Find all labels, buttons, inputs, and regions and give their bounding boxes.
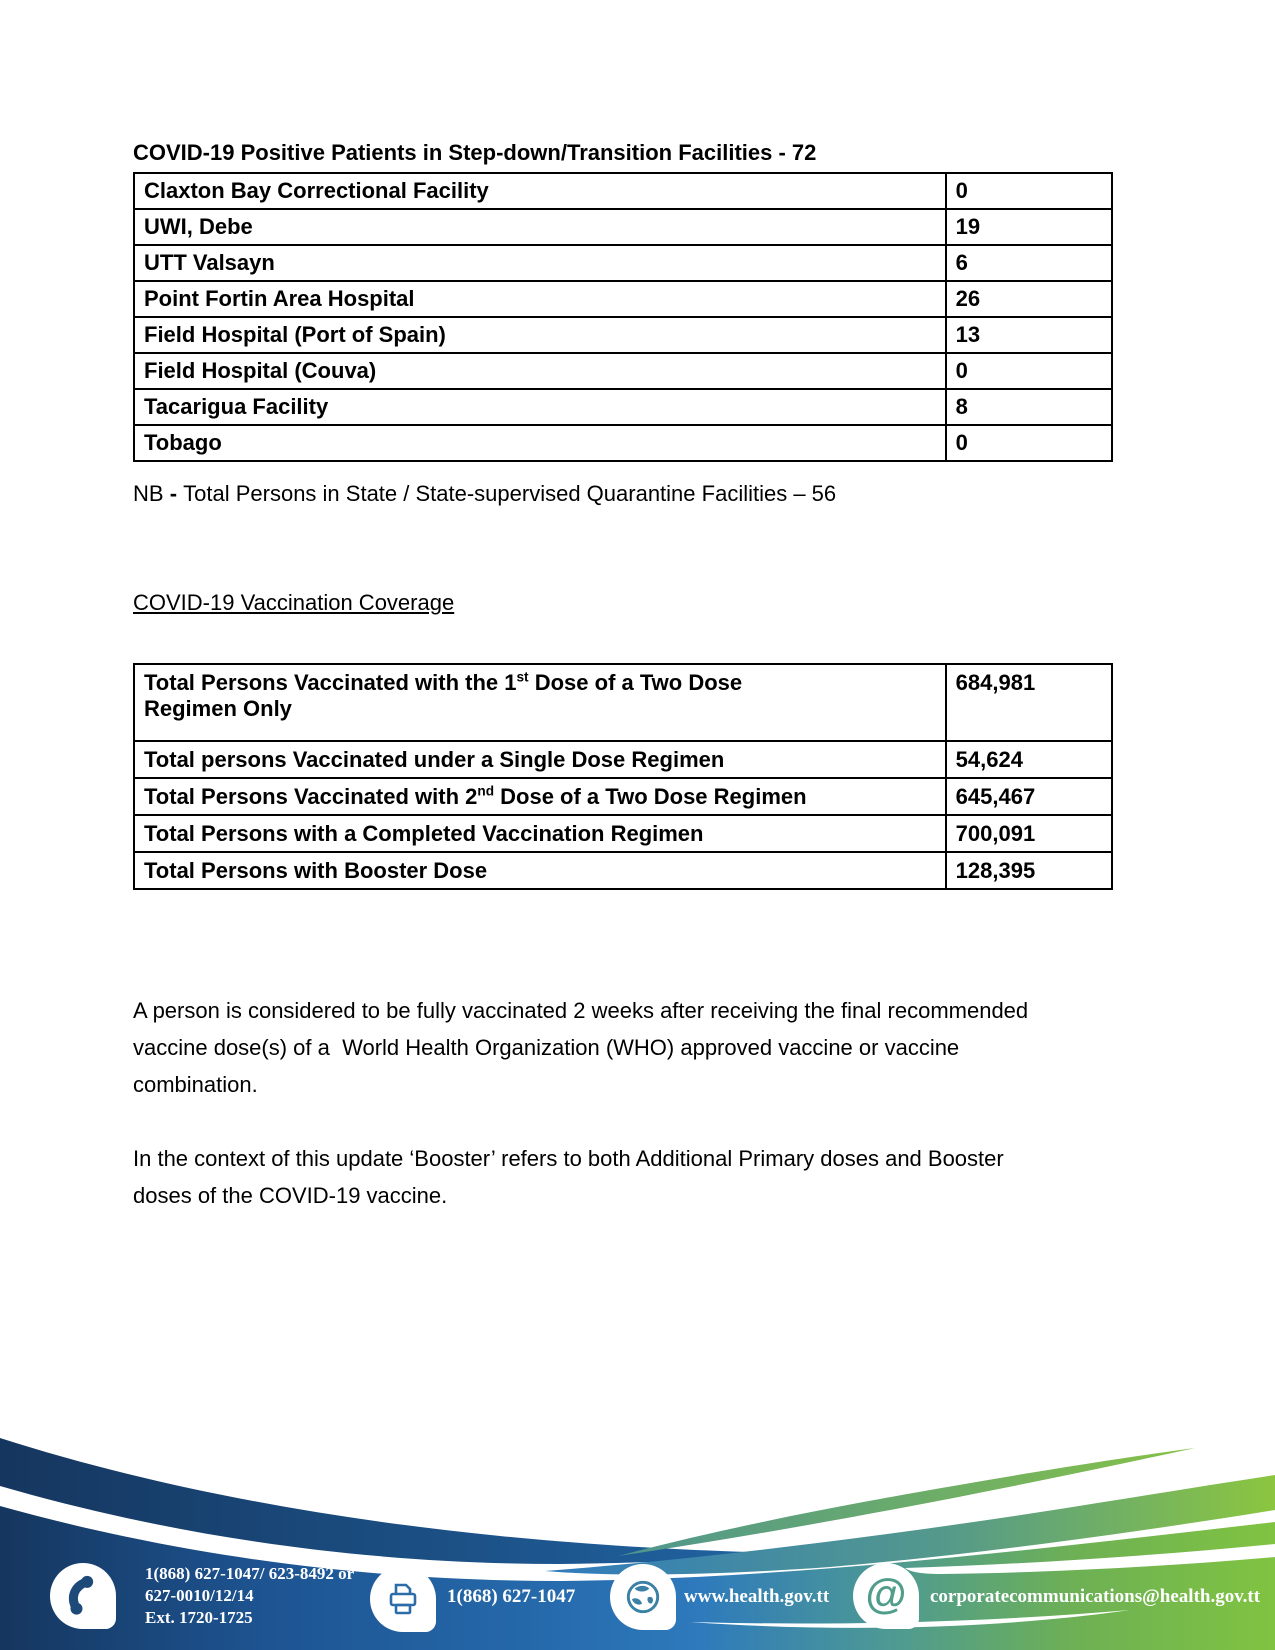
facility-count: 19 (946, 209, 1112, 245)
vaccination-coverage-heading: COVID-19 Vaccination Coverage (133, 590, 455, 615)
nb-dash: - (169, 481, 184, 506)
facility-name: Field Hospital (Couva) (134, 353, 946, 389)
table-row (134, 664, 1112, 741)
vaccination-value: 700,091 (946, 815, 1112, 852)
facility-row (134, 281, 1112, 317)
note-line: combination. (133, 1072, 258, 1097)
facility-name: Point Fortin Area Hospital (134, 281, 946, 317)
fax-number: 1(868) 627-1047 (447, 1586, 576, 1607)
table-row (134, 778, 1112, 815)
stepdown-facilities-title: COVID-19 Positive Patients in Step-down/Transition Facilities - 72 (133, 140, 817, 165)
phone-icon (50, 1563, 116, 1629)
note-line: doses of the COVID-19 vaccine. (133, 1183, 448, 1208)
facility-row (134, 317, 1112, 353)
vaccination-value: 54,624 (946, 741, 1112, 778)
metric-text: Regimen Only (144, 696, 292, 721)
facility-name: Claxton Bay Correctional Facility (134, 173, 946, 209)
facility-row (134, 245, 1112, 281)
metric-text: Dose of a Two Dose (528, 670, 743, 695)
facility-count: 13 (946, 317, 1112, 353)
facility-count: 8 (946, 389, 1112, 425)
phone-line: 1(868) 627-1047/ 623-8492 or (145, 1564, 355, 1583)
vaccination-metric: Total Persons with Booster Dose (134, 852, 946, 889)
facility-count: 6 (946, 245, 1112, 281)
at-glyph: @ (865, 1570, 907, 1617)
facility-row (134, 209, 1112, 245)
facility-count: 26 (946, 281, 1112, 317)
facility-name: Field Hospital (Port of Spain) (134, 317, 946, 353)
facility-name: Tobago (134, 425, 946, 461)
note-line: vaccine dose(s) of a World Health Organization (WHO) approved vaccine or vaccine (133, 1035, 960, 1060)
phone-numbers (145, 1563, 354, 1629)
table-row (134, 815, 1112, 852)
vaccination-value: 128,395 (946, 852, 1112, 889)
facility-count: 0 (946, 425, 1112, 461)
vaccination-metric: Total persons Vaccinated under a Single Dose Regimen (134, 741, 946, 778)
vaccination-metric (134, 778, 946, 815)
nb-prefix: NB (133, 481, 170, 506)
facility-name: Tacarigua Facility (134, 389, 946, 425)
facility-count: 0 (946, 173, 1112, 209)
ordinal-suffix: nd (477, 783, 495, 799)
facility-row (134, 425, 1112, 461)
phone-line: 627-0010/12/14 (145, 1586, 254, 1605)
note-line: In the context of this update ‘Booster’ refers to both Additional Primary doses and Booster (133, 1146, 1004, 1171)
table-row (134, 741, 1112, 778)
website-url: www.health.gov.tt (684, 1586, 830, 1607)
vaccination-coverage-table (133, 663, 1113, 890)
facility-row (134, 353, 1112, 389)
note-line: A person is considered to be fully vaccinated 2 weeks after receiving the final recommended (133, 998, 1029, 1023)
quarantine-note (133, 481, 1123, 507)
stepdown-facilities-table (133, 172, 1113, 462)
facility-row (134, 389, 1112, 425)
metric-text: Total Persons Vaccinated with the 1 (144, 670, 517, 695)
table-row (134, 852, 1112, 889)
vaccination-value: 645,467 (946, 778, 1112, 815)
vaccination-value: 684,981 (946, 664, 1112, 741)
fax-icon (370, 1566, 436, 1632)
facility-name: UTT Valsayn (134, 245, 946, 281)
vaccination-metric (134, 664, 946, 741)
facility-name: UWI, Debe (134, 209, 946, 245)
booster-definition-note (133, 1140, 1133, 1214)
vaccination-metric: Total Persons with a Completed Vaccination Regimen (134, 815, 946, 852)
metric-text: Dose of a Two Dose Regimen (494, 784, 807, 809)
facility-count: 0 (946, 353, 1112, 389)
fully-vaccinated-note (133, 992, 1133, 1103)
nb-text: Total Persons in State / State-supervised Quarantine Facilities – 56 (183, 481, 837, 506)
metric-text: Total Persons Vaccinated with 2 (144, 784, 478, 809)
at-icon (853, 1563, 919, 1629)
facility-row (134, 173, 1112, 209)
globe-icon (610, 1564, 676, 1630)
phone-line: Ext. 1720-1725 (145, 1608, 253, 1627)
ordinal-suffix: st (516, 669, 529, 685)
email-address: corporatecommunications@health.gov.tt (930, 1586, 1261, 1607)
